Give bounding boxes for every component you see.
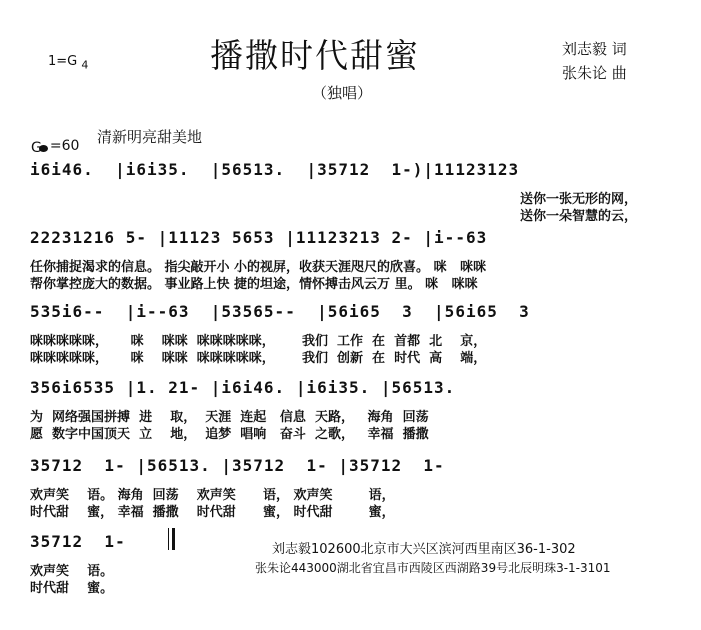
lyric-line-5a: 欢声笑 语。 海角 回荡 欢声笑 语， 欢声笑 语， — [30, 488, 395, 503]
song-title: 播撒时代甜蜜 — [210, 36, 420, 75]
song-subtitle: （独唱） — [312, 84, 373, 102]
tempo-marking: =60 G — [31, 138, 80, 156]
notation-line-3: 535i6-- |i--63 |53565-- |56i65 3 |56i65 3 — [30, 302, 530, 321]
lyric-line-1b: 送你一朵智慧的云， — [520, 209, 638, 224]
final-barline — [172, 528, 175, 550]
address-composer: 张朱论443000湖北省宜昌市西陵区西湖路39号北辰明珠3-1-3101 — [255, 561, 611, 575]
notation-line-5: 35712 1- |56513. |35712 1- |35712 1- — [30, 456, 445, 475]
lyric-line-6b: 时代甜 蜜。 — [30, 581, 114, 596]
lyric-line-4b: 愿 数字中国顶天 立 地， 追梦 唱响 奋斗 之歌， 幸福 播撒 — [30, 427, 429, 442]
address-lyricist: 刘志毅102600北京市大兴区滨河西里南区36-1-302 — [272, 542, 576, 557]
tempo-key-letter: G — [31, 140, 42, 156]
lyric-line-3b: 咪咪咪咪咪， 咪 咪咪 咪咪咪咪咪， 我们 创新 在 时代 高 端， — [30, 351, 487, 366]
lyric-line-5b: 时代甜 蜜， 幸福 播撒 时代甜 蜜， 时代甜 蜜， — [30, 505, 395, 520]
lyric-line-1a: 送你一张无形的网， — [520, 192, 638, 207]
final-thin-barline — [168, 528, 169, 550]
notation-line-4: 356i6535 |1. 21- |i6i46. |i6i35. |56513. — [30, 378, 456, 397]
lyric-line-4a: 为 网络强国拼搏 进 取， 天涯 连起 信息 天路， 海角 回荡 — [30, 410, 429, 425]
expression-marking: 清新明亮甜美地 — [97, 128, 203, 146]
notation-line-6: 35712 1- — [30, 532, 126, 551]
lyric-line-3a: 咪咪咪咪咪， 咪 咪咪 咪咪咪咪咪， 我们 工作 在 首都 北 京， — [30, 334, 487, 349]
lyric-line-2a: 任你捕捉渴求的信息。 指尖敲开小 小的视屏，收获天涯咫尺的欣喜。 咪 咪咪 — [30, 260, 487, 275]
composer-credit: 张朱论 曲 — [562, 64, 627, 82]
key-signature: 1=G $_4$ — [48, 54, 89, 72]
lyric-line-6a: 欢声笑 语。 — [30, 564, 114, 579]
notation-line-1: i6i46. |i6i35. |56513. |35712 1-)|11123123 — [30, 160, 520, 179]
notation-line-2: 22231216 5- |11123 5653 |11123213 2- |i--63 — [30, 228, 488, 247]
lyricist-credit: 刘志毅 词 — [562, 40, 627, 58]
lyric-line-2b: 帮你掌控庞大的数据。 事业路上快 捷的坦途，情怀搏击风云万 里。 咪 咪咪 — [30, 277, 478, 292]
